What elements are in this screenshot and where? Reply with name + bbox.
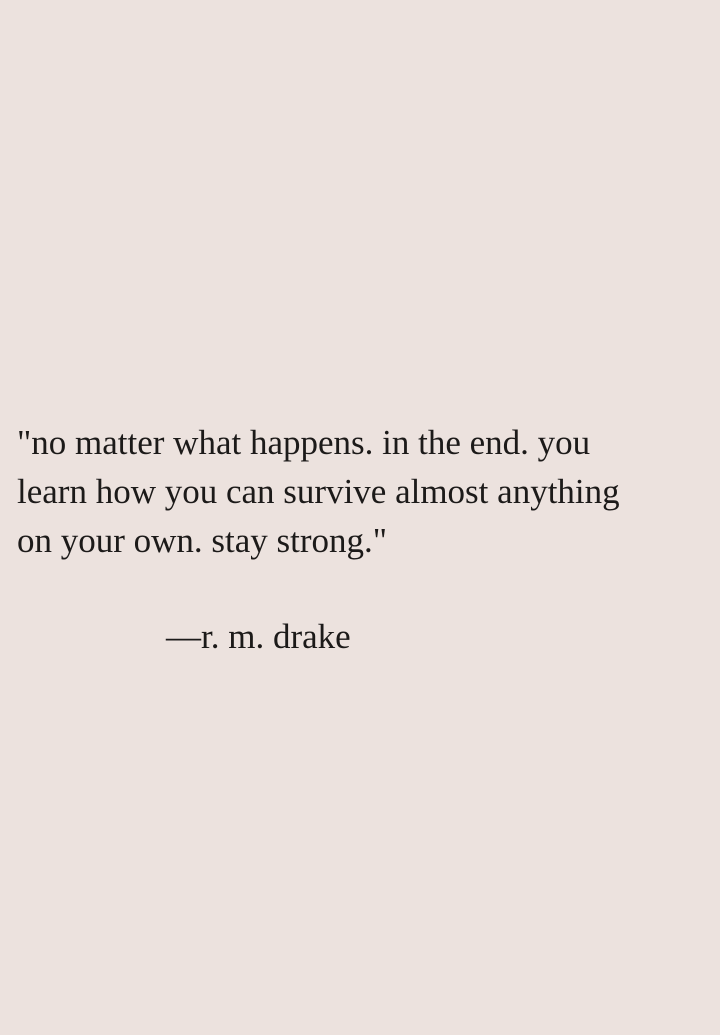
quote-line: on your own. stay strong.": [17, 521, 388, 560]
quote-text: [17, 418, 707, 565]
quote-attribution: —r. m. drake: [166, 617, 351, 656]
quote-line: learn how you can survive almost anything: [17, 472, 620, 511]
quote-line: "no matter what happens. in the end. you: [17, 423, 591, 462]
